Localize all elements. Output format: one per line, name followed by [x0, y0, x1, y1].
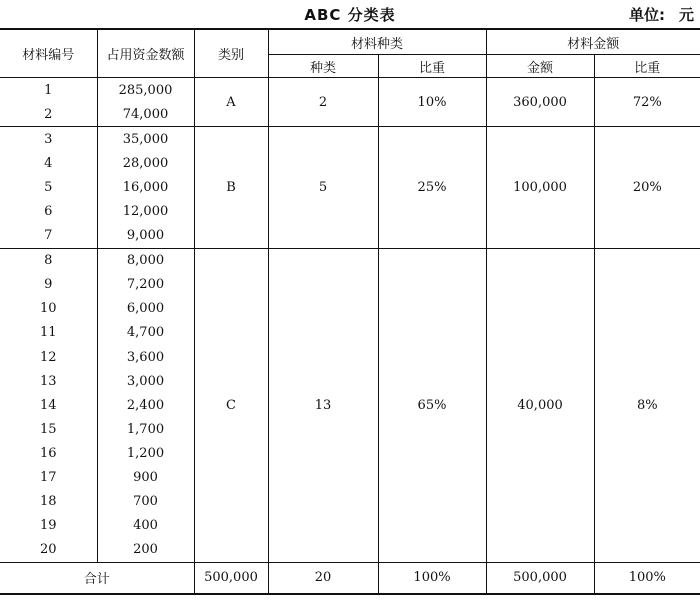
cell-material-no: 15: [39, 421, 57, 437]
header-kind-ratio: 比重: [378, 55, 486, 78]
cell-material-no: 14: [39, 397, 57, 413]
cell-funds: 12,000: [97, 199, 194, 223]
cell-material-no: 3: [44, 131, 53, 147]
cell-funds: 1,200: [97, 441, 194, 465]
cell-material-no: 6: [44, 204, 53, 220]
cell-material-no: 17: [39, 470, 57, 486]
table-row: [0, 248, 700, 273]
cell-funds: 2,400: [97, 393, 194, 417]
cell-material-no: 11: [39, 325, 57, 341]
cell-material-no: 18: [39, 494, 57, 510]
cell-material-no: 8: [44, 253, 53, 269]
header-amount: 金额: [486, 55, 594, 78]
cell-amount-ratio: 8%: [594, 248, 700, 562]
unit-label: 单位:: [628, 6, 665, 24]
cell-material-no: 9: [44, 277, 53, 293]
cell-material-no: 20: [0, 538, 97, 563]
header-material-no: 材料编号: [22, 48, 75, 63]
header-material-kinds: 材料种类: [268, 29, 486, 55]
header-amount-ratio: 比重: [594, 55, 700, 78]
table-row: [0, 78, 700, 103]
cell-kinds: 2: [268, 78, 378, 127]
total-kinds: 20: [268, 562, 378, 594]
cell-kind-ratio: 10%: [378, 78, 486, 127]
cell-category: C: [194, 248, 268, 562]
cell-category: A: [194, 78, 268, 127]
cell-funds: 200: [97, 538, 194, 563]
cell-funds: 3,600: [97, 345, 194, 369]
cell-kind-ratio: 65%: [378, 248, 486, 562]
cell-funds: 74,000: [97, 102, 194, 127]
header-material-amount: 材料金额: [486, 29, 700, 55]
cell-amount: 40,000: [486, 248, 594, 562]
cell-material-no: 19: [39, 518, 57, 534]
header-category: 类别: [194, 29, 268, 78]
cell-material-no: 5: [44, 179, 53, 195]
total-kind-ratio: 100%: [378, 562, 486, 594]
cell-material-no: 4: [44, 155, 53, 171]
total-amount-ratio: 100%: [594, 562, 700, 594]
cell-funds: 285,000: [97, 78, 194, 103]
cell-funds: 3,000: [97, 369, 194, 393]
abc-classification-table: [0, 28, 700, 595]
cell-material-no: 7: [0, 224, 97, 249]
cell-kinds: 5: [268, 127, 378, 248]
total-category: 500,000: [194, 562, 268, 594]
cell-material-no: 10: [39, 301, 57, 317]
cell-material-no: 16: [39, 445, 57, 461]
cell-funds: 16,000: [97, 175, 194, 199]
cell-amount: 100,000: [486, 127, 594, 248]
cell-amount: 360,000: [486, 78, 594, 127]
table-row: [0, 127, 700, 152]
cell-material-no: 1: [44, 82, 53, 98]
cell-funds: 400: [97, 514, 194, 538]
cell-material-no: 13: [39, 373, 57, 389]
cell-category: B: [194, 127, 268, 248]
cell-funds: 6,000: [97, 297, 194, 321]
total-row: [0, 562, 700, 594]
unit-note: [629, 4, 694, 25]
total-label: 合计: [0, 562, 194, 594]
cell-amount-ratio: 20%: [594, 127, 700, 248]
cell-funds: 9,000: [97, 224, 194, 249]
cell-funds: 28,000: [97, 151, 194, 175]
cell-funds: 700: [97, 490, 194, 514]
header-kinds: 种类: [268, 55, 378, 78]
table-body: [0, 78, 700, 563]
cell-funds: 900: [97, 466, 194, 490]
cell-funds: 8,000: [97, 248, 194, 273]
cell-funds: 35,000: [97, 127, 194, 152]
cell-funds: 7,200: [97, 273, 194, 297]
cell-material-no: 12: [39, 349, 57, 365]
unit-value: 元: [678, 6, 694, 24]
total-amount: 500,000: [486, 562, 594, 594]
cell-material-no: 2: [0, 102, 97, 127]
cell-funds: 1,700: [97, 417, 194, 441]
header-funds: 占用资金数额: [97, 29, 194, 78]
cell-funds: 4,700: [97, 321, 194, 345]
cell-kind-ratio: 25%: [378, 127, 486, 248]
table-title: ABC 分类表: [304, 6, 396, 24]
cell-kinds: 13: [268, 248, 378, 562]
cell-amount-ratio: 72%: [594, 78, 700, 127]
